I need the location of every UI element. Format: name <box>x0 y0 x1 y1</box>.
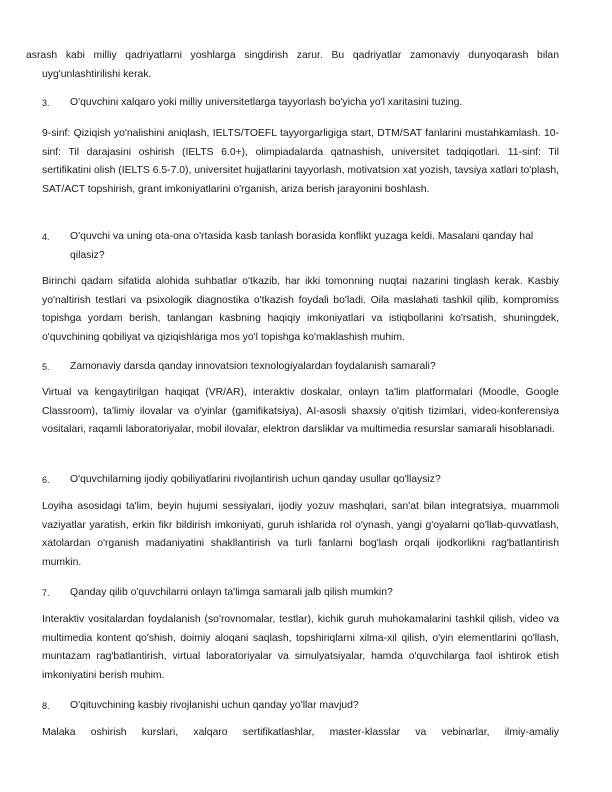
answer-5: Virtual va kengaytirilgan haqiqat (VR/AR), interaktiv doskalar, onlayn ta'lim platformalari (Moodle, Google Classroom), ta'limiy ilovalar va o'yinlar (gamifikatsiya), AI-asosli shaxsiy o'qitish tizimlari, video-konferensiya vositalari, raqamli laboratoriyalar, mobil ilovalar, elektron darsliklar va multimedia resurslar samarali hisoblanadi. <box>42 387 559 436</box>
answer-7: Interaktiv vositalardan foydalanish (so'rovnomalar, testlar), kichik guruh muhokamalarini tashkil qilish, video va multimedia kontent qo'shish, doimiy aloqani saqlash, topshiriqlarni xilma-xil qilish, o'yin elementlarini qo'llash, muntazam rag'batlantirish, virtual laboratoriyalar va simulyatsiyalar, hamda o'quvchilarga faol ishtirok etish imkoniyatini berish muhim. <box>42 614 559 681</box>
question-number: 8. <box>42 701 50 711</box>
question-8 <box>42 697 559 716</box>
question-text: Qanday qilib o'quvchilarni onlayn ta'limga samarali jalb qilish mumkin? <box>70 587 393 598</box>
question-text: O'qituvchining kasbiy rivojlanishi uchun qanday yo'llar mavjud? <box>70 700 359 711</box>
answer-3: 9-sinf: Qiziqish yo'nalishini aniqlash, IELTS/TOEFL tayyorgarligiga start, DTM/SAT fanlarini mustahkamlash. 10-sinf: Til darajasini oshirish (IELTS 6.0+), olimpiadalarda qatnashish, universitet tadqiqotlari. 11-sinf: Til sertifikatini olish (IELTS 6.5-7.0), universitet hujjatlarini tayyorlash, motivatsion xat yozish, tavsiya xatlari to'plash, SAT/ACT topshirish, grant imkoniyatlarini o'rganish, ariza berish jarayonini boshlash. <box>42 128 559 195</box>
question-number: 5. <box>42 362 50 372</box>
intro-line-2: uyg'unlashtirilishi kerak. <box>42 68 152 80</box>
question-3 <box>42 94 559 113</box>
question-text: O'quvchini xalqaro yoki milliy universitetlarga tayyorlash bo'yicha yo'l xaritasini tuzing. <box>70 97 463 108</box>
answer-4: Birinchi qadam sifatida alohida suhbatlar o'tkazib, har ikki tomonning nuqtai nazarini tinglash kerak. Kasbiy yo'naltirish testlari va psixologik diagnostika o'tkazish foydali bo'ladi. Oila maslahati tashkil qilib, kompromiss topishga yordam berish, tanlangan kasbning haqiqiy imkoniyatlari va istiqbollarini ko'rsatish, shuningdek, o'quvchining qobiliyat va qiziqishlariga mos yo'l topishga ko'maklashish muhim. <box>42 276 559 343</box>
question-4 <box>42 228 559 265</box>
question-number: 4. <box>42 232 50 242</box>
answer-6: Loyiha asosidagi ta'lim, beyin hujumi sessiyalari, ijodiy yozuv mashqlari, san'at bilan integratsiya, muammoli vaziyatlar yaratish, erkin fikr bildirish imkoniyati, guruh ishlarida rol o'ynash, yangi g'oyalarni qo'llab-quvvatlash, xatolardan o'rganish madaniyatini shakllantirish va turli fanlarni bog'lash orqali ijodkorlikni rag'batlantirish mumkin. <box>42 501 559 568</box>
question-6 <box>42 471 559 490</box>
answer-8: Malaka oshirish kurslari, xalqaro sertifikatlashlar, master-klasslar va vebinarlar, ilmiy-amaliy <box>42 727 559 738</box>
question-7 <box>42 584 559 603</box>
intro-paragraph <box>26 47 559 84</box>
question-text: O'quvchi va uning ota-ona o'rtasida kasb tanlash borasida konflikt yuzaga keldi. Masalani qanday hal qilasiz? <box>70 231 534 261</box>
question-number: 3. <box>42 98 50 108</box>
question-text: Zamonaviy darsda qanday innovatsion texnologiyalardan foydalanish samarali? <box>70 361 436 372</box>
intro-line-1: asrash kabi milliy qadriyatlarni yoshlarga singdirish zarur. Bu qadriyatlar zamonaviy dunyoqarash bilan <box>26 50 559 61</box>
question-5 <box>42 358 559 377</box>
question-number: 6. <box>42 475 50 485</box>
question-text: O'quvchilarning ijodiy qobiliyatlarini rivojlantirish uchun qanday usullar qo'llaysiz? <box>70 474 441 485</box>
question-number: 7. <box>42 588 50 598</box>
